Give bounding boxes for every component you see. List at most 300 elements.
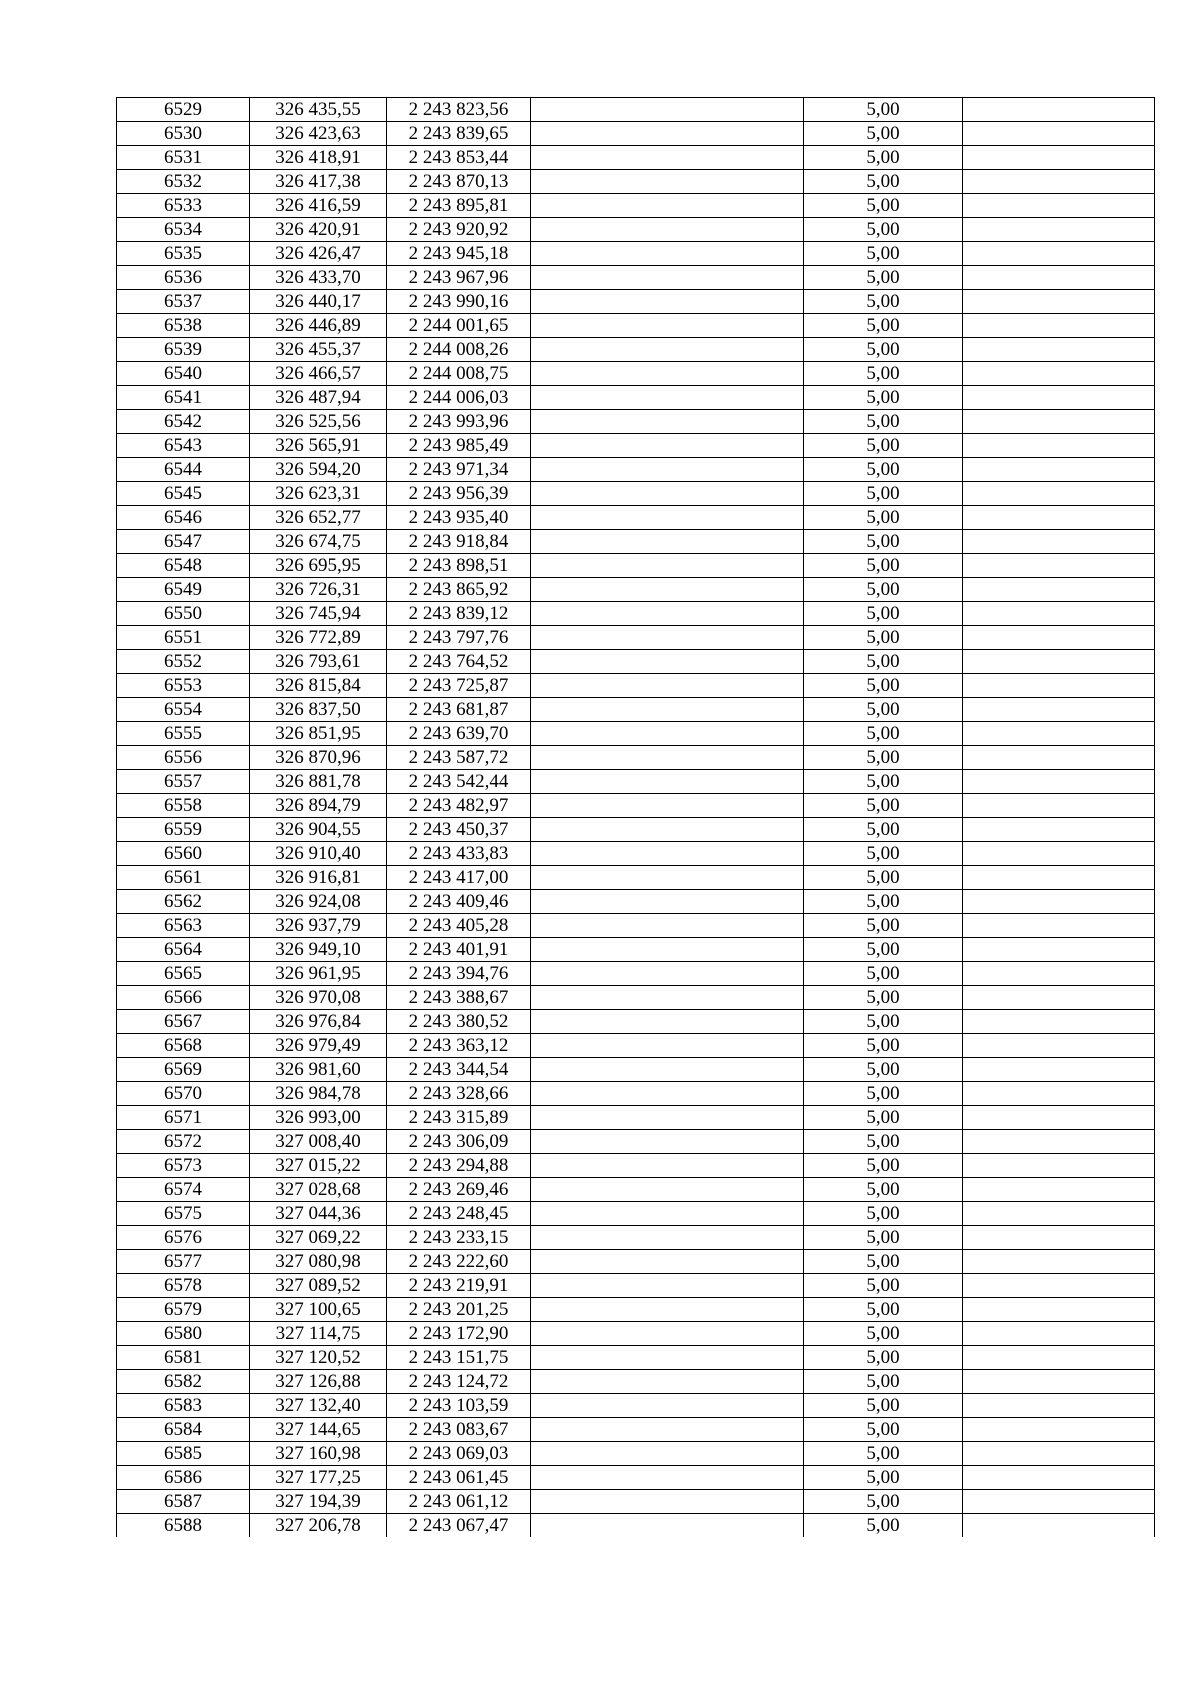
empty-cell bbox=[531, 1466, 804, 1490]
y-coordinate-cell: 2 244 001,65 bbox=[387, 314, 531, 338]
value-cell: 5,00 bbox=[804, 602, 963, 626]
point-number-cell: 6576 bbox=[117, 1226, 250, 1250]
x-coordinate-cell: 326 433,70 bbox=[250, 266, 387, 290]
table-row bbox=[117, 1226, 1155, 1250]
table-row bbox=[117, 1394, 1155, 1418]
empty-cell bbox=[531, 314, 804, 338]
empty-cell bbox=[531, 938, 804, 962]
value-cell: 5,00 bbox=[804, 410, 963, 434]
value-cell: 5,00 bbox=[804, 242, 963, 266]
point-number-cell: 6543 bbox=[117, 434, 250, 458]
table-body bbox=[117, 98, 1155, 1538]
value-cell: 5,00 bbox=[804, 1298, 963, 1322]
table-row bbox=[117, 1082, 1155, 1106]
value-cell: 5,00 bbox=[804, 1106, 963, 1130]
point-number-cell: 6586 bbox=[117, 1466, 250, 1490]
empty-cell bbox=[963, 1298, 1155, 1322]
empty-cell bbox=[531, 842, 804, 866]
point-number-cell: 6583 bbox=[117, 1394, 250, 1418]
coordinates-table bbox=[116, 97, 1155, 1537]
point-number-cell: 6560 bbox=[117, 842, 250, 866]
x-coordinate-cell: 326 949,10 bbox=[250, 938, 387, 962]
y-coordinate-cell: 2 243 219,91 bbox=[387, 1274, 531, 1298]
y-coordinate-cell: 2 243 380,52 bbox=[387, 1010, 531, 1034]
value-cell: 5,00 bbox=[804, 770, 963, 794]
x-coordinate-cell: 327 080,98 bbox=[250, 1250, 387, 1274]
point-number-cell: 6557 bbox=[117, 770, 250, 794]
point-number-cell: 6539 bbox=[117, 338, 250, 362]
y-coordinate-cell: 2 243 681,87 bbox=[387, 698, 531, 722]
point-number-cell: 6562 bbox=[117, 890, 250, 914]
table-row bbox=[117, 1130, 1155, 1154]
y-coordinate-cell: 2 243 409,46 bbox=[387, 890, 531, 914]
y-coordinate-cell: 2 243 124,72 bbox=[387, 1370, 531, 1394]
empty-cell bbox=[963, 434, 1155, 458]
x-coordinate-cell: 327 160,98 bbox=[250, 1442, 387, 1466]
x-coordinate-cell: 327 206,78 bbox=[250, 1514, 387, 1538]
empty-cell bbox=[531, 1058, 804, 1082]
empty-cell bbox=[531, 674, 804, 698]
table-row bbox=[117, 1274, 1155, 1298]
x-coordinate-cell: 326 970,08 bbox=[250, 986, 387, 1010]
empty-cell bbox=[963, 866, 1155, 890]
empty-cell bbox=[963, 1034, 1155, 1058]
table-row bbox=[117, 914, 1155, 938]
empty-cell bbox=[963, 626, 1155, 650]
point-number-cell: 6538 bbox=[117, 314, 250, 338]
y-coordinate-cell: 2 243 853,44 bbox=[387, 146, 531, 170]
value-cell: 5,00 bbox=[804, 626, 963, 650]
table-row bbox=[117, 146, 1155, 170]
x-coordinate-cell: 327 069,22 bbox=[250, 1226, 387, 1250]
x-coordinate-cell: 327 177,25 bbox=[250, 1466, 387, 1490]
table-row bbox=[117, 1034, 1155, 1058]
empty-cell bbox=[963, 290, 1155, 314]
point-number-cell: 6567 bbox=[117, 1010, 250, 1034]
empty-cell bbox=[531, 986, 804, 1010]
y-coordinate-cell: 2 244 006,03 bbox=[387, 386, 531, 410]
value-cell: 5,00 bbox=[804, 578, 963, 602]
empty-cell bbox=[963, 1058, 1155, 1082]
table-row bbox=[117, 770, 1155, 794]
x-coordinate-cell: 326 937,79 bbox=[250, 914, 387, 938]
point-number-cell: 6588 bbox=[117, 1514, 250, 1538]
point-number-cell: 6566 bbox=[117, 986, 250, 1010]
table-row bbox=[117, 1010, 1155, 1034]
empty-cell bbox=[963, 314, 1155, 338]
y-coordinate-cell: 2 243 823,56 bbox=[387, 98, 531, 122]
table-row bbox=[117, 866, 1155, 890]
value-cell: 5,00 bbox=[804, 98, 963, 122]
x-coordinate-cell: 326 961,95 bbox=[250, 962, 387, 986]
value-cell: 5,00 bbox=[804, 266, 963, 290]
value-cell: 5,00 bbox=[804, 866, 963, 890]
value-cell: 5,00 bbox=[804, 1418, 963, 1442]
value-cell: 5,00 bbox=[804, 1394, 963, 1418]
point-number-cell: 6569 bbox=[117, 1058, 250, 1082]
empty-cell bbox=[963, 1010, 1155, 1034]
point-number-cell: 6584 bbox=[117, 1418, 250, 1442]
x-coordinate-cell: 326 416,59 bbox=[250, 194, 387, 218]
value-cell: 5,00 bbox=[804, 962, 963, 986]
value-cell: 5,00 bbox=[804, 506, 963, 530]
empty-cell bbox=[531, 122, 804, 146]
value-cell: 5,00 bbox=[804, 482, 963, 506]
point-number-cell: 6537 bbox=[117, 290, 250, 314]
empty-cell bbox=[963, 986, 1155, 1010]
empty-cell bbox=[963, 338, 1155, 362]
empty-cell bbox=[531, 410, 804, 434]
empty-cell bbox=[531, 266, 804, 290]
empty-cell bbox=[963, 1274, 1155, 1298]
y-coordinate-cell: 2 243 971,34 bbox=[387, 458, 531, 482]
x-coordinate-cell: 327 126,88 bbox=[250, 1370, 387, 1394]
empty-cell bbox=[531, 818, 804, 842]
table-row bbox=[117, 242, 1155, 266]
x-coordinate-cell: 326 984,78 bbox=[250, 1082, 387, 1106]
value-cell: 5,00 bbox=[804, 1034, 963, 1058]
point-number-cell: 6578 bbox=[117, 1274, 250, 1298]
y-coordinate-cell: 2 243 985,49 bbox=[387, 434, 531, 458]
empty-cell bbox=[531, 1394, 804, 1418]
empty-cell bbox=[963, 218, 1155, 242]
table-row bbox=[117, 266, 1155, 290]
point-number-cell: 6552 bbox=[117, 650, 250, 674]
point-number-cell: 6563 bbox=[117, 914, 250, 938]
x-coordinate-cell: 326 440,17 bbox=[250, 290, 387, 314]
table-row bbox=[117, 530, 1155, 554]
value-cell: 5,00 bbox=[804, 818, 963, 842]
x-coordinate-cell: 326 426,47 bbox=[250, 242, 387, 266]
y-coordinate-cell: 2 243 233,15 bbox=[387, 1226, 531, 1250]
empty-cell bbox=[531, 482, 804, 506]
table-row bbox=[117, 890, 1155, 914]
point-number-cell: 6530 bbox=[117, 122, 250, 146]
point-number-cell: 6565 bbox=[117, 962, 250, 986]
table-row bbox=[117, 194, 1155, 218]
point-number-cell: 6572 bbox=[117, 1130, 250, 1154]
table-row bbox=[117, 626, 1155, 650]
empty-cell bbox=[963, 1466, 1155, 1490]
value-cell: 5,00 bbox=[804, 1490, 963, 1514]
point-number-cell: 6544 bbox=[117, 458, 250, 482]
x-coordinate-cell: 326 924,08 bbox=[250, 890, 387, 914]
x-coordinate-cell: 326 870,96 bbox=[250, 746, 387, 770]
y-coordinate-cell: 2 243 405,28 bbox=[387, 914, 531, 938]
empty-cell bbox=[963, 578, 1155, 602]
empty-cell bbox=[963, 962, 1155, 986]
y-coordinate-cell: 2 243 315,89 bbox=[387, 1106, 531, 1130]
x-coordinate-cell: 326 904,55 bbox=[250, 818, 387, 842]
empty-cell bbox=[531, 458, 804, 482]
table-row bbox=[117, 1058, 1155, 1082]
empty-cell bbox=[963, 1082, 1155, 1106]
point-number-cell: 6568 bbox=[117, 1034, 250, 1058]
empty-cell bbox=[531, 1490, 804, 1514]
y-coordinate-cell: 2 243 417,00 bbox=[387, 866, 531, 890]
empty-cell bbox=[963, 194, 1155, 218]
y-coordinate-cell: 2 243 248,45 bbox=[387, 1202, 531, 1226]
value-cell: 5,00 bbox=[804, 746, 963, 770]
value-cell: 5,00 bbox=[804, 1010, 963, 1034]
empty-cell bbox=[963, 410, 1155, 434]
y-coordinate-cell: 2 243 542,44 bbox=[387, 770, 531, 794]
table-row bbox=[117, 434, 1155, 458]
y-coordinate-cell: 2 243 061,45 bbox=[387, 1466, 531, 1490]
x-coordinate-cell: 327 089,52 bbox=[250, 1274, 387, 1298]
y-coordinate-cell: 2 243 222,60 bbox=[387, 1250, 531, 1274]
empty-cell bbox=[963, 506, 1155, 530]
y-coordinate-cell: 2 243 363,12 bbox=[387, 1034, 531, 1058]
empty-cell bbox=[963, 1490, 1155, 1514]
value-cell: 5,00 bbox=[804, 986, 963, 1010]
point-number-cell: 6558 bbox=[117, 794, 250, 818]
x-coordinate-cell: 326 979,49 bbox=[250, 1034, 387, 1058]
empty-cell bbox=[963, 914, 1155, 938]
empty-cell bbox=[531, 554, 804, 578]
value-cell: 5,00 bbox=[804, 290, 963, 314]
y-coordinate-cell: 2 243 172,90 bbox=[387, 1322, 531, 1346]
value-cell: 5,00 bbox=[804, 1466, 963, 1490]
point-number-cell: 6570 bbox=[117, 1082, 250, 1106]
point-number-cell: 6532 bbox=[117, 170, 250, 194]
y-coordinate-cell: 2 243 401,91 bbox=[387, 938, 531, 962]
point-number-cell: 6577 bbox=[117, 1250, 250, 1274]
empty-cell bbox=[963, 554, 1155, 578]
value-cell: 5,00 bbox=[804, 530, 963, 554]
value-cell: 5,00 bbox=[804, 1178, 963, 1202]
y-coordinate-cell: 2 243 201,25 bbox=[387, 1298, 531, 1322]
empty-cell bbox=[531, 1250, 804, 1274]
point-number-cell: 6536 bbox=[117, 266, 250, 290]
y-coordinate-cell: 2 243 764,52 bbox=[387, 650, 531, 674]
empty-cell bbox=[531, 386, 804, 410]
value-cell: 5,00 bbox=[804, 314, 963, 338]
table-row bbox=[117, 794, 1155, 818]
y-coordinate-cell: 2 243 898,51 bbox=[387, 554, 531, 578]
value-cell: 5,00 bbox=[804, 434, 963, 458]
x-coordinate-cell: 327 120,52 bbox=[250, 1346, 387, 1370]
empty-cell bbox=[963, 1322, 1155, 1346]
table-row bbox=[117, 218, 1155, 242]
value-cell: 5,00 bbox=[804, 1202, 963, 1226]
value-cell: 5,00 bbox=[804, 1514, 963, 1538]
empty-cell bbox=[963, 1202, 1155, 1226]
point-number-cell: 6547 bbox=[117, 530, 250, 554]
empty-cell bbox=[963, 98, 1155, 122]
y-coordinate-cell: 2 243 865,92 bbox=[387, 578, 531, 602]
x-coordinate-cell: 326 418,91 bbox=[250, 146, 387, 170]
x-coordinate-cell: 326 916,81 bbox=[250, 866, 387, 890]
x-coordinate-cell: 326 993,00 bbox=[250, 1106, 387, 1130]
table-row bbox=[117, 1154, 1155, 1178]
empty-cell bbox=[531, 722, 804, 746]
table-row bbox=[117, 1442, 1155, 1466]
x-coordinate-cell: 326 435,55 bbox=[250, 98, 387, 122]
x-coordinate-cell: 326 745,94 bbox=[250, 602, 387, 626]
empty-cell bbox=[531, 1154, 804, 1178]
empty-cell bbox=[963, 938, 1155, 962]
empty-cell bbox=[963, 890, 1155, 914]
empty-cell bbox=[963, 602, 1155, 626]
value-cell: 5,00 bbox=[804, 1322, 963, 1346]
table-row bbox=[117, 986, 1155, 1010]
empty-cell bbox=[531, 434, 804, 458]
empty-cell bbox=[531, 290, 804, 314]
point-number-cell: 6575 bbox=[117, 1202, 250, 1226]
empty-cell bbox=[531, 794, 804, 818]
point-number-cell: 6550 bbox=[117, 602, 250, 626]
y-coordinate-cell: 2 243 061,12 bbox=[387, 1490, 531, 1514]
point-number-cell: 6542 bbox=[117, 410, 250, 434]
x-coordinate-cell: 326 455,37 bbox=[250, 338, 387, 362]
table-row bbox=[117, 554, 1155, 578]
table-row bbox=[117, 1466, 1155, 1490]
point-number-cell: 6581 bbox=[117, 1346, 250, 1370]
y-coordinate-cell: 2 243 956,39 bbox=[387, 482, 531, 506]
empty-cell bbox=[531, 914, 804, 938]
x-coordinate-cell: 326 623,31 bbox=[250, 482, 387, 506]
empty-cell bbox=[531, 698, 804, 722]
value-cell: 5,00 bbox=[804, 1370, 963, 1394]
x-coordinate-cell: 327 132,40 bbox=[250, 1394, 387, 1418]
value-cell: 5,00 bbox=[804, 938, 963, 962]
value-cell: 5,00 bbox=[804, 1226, 963, 1250]
y-coordinate-cell: 2 243 394,76 bbox=[387, 962, 531, 986]
x-coordinate-cell: 326 851,95 bbox=[250, 722, 387, 746]
empty-cell bbox=[531, 770, 804, 794]
value-cell: 5,00 bbox=[804, 362, 963, 386]
y-coordinate-cell: 2 243 328,66 bbox=[387, 1082, 531, 1106]
value-cell: 5,00 bbox=[804, 1082, 963, 1106]
x-coordinate-cell: 326 652,77 bbox=[250, 506, 387, 530]
y-coordinate-cell: 2 243 839,12 bbox=[387, 602, 531, 626]
table-row bbox=[117, 362, 1155, 386]
point-number-cell: 6580 bbox=[117, 1322, 250, 1346]
empty-cell bbox=[531, 866, 804, 890]
value-cell: 5,00 bbox=[804, 1442, 963, 1466]
empty-cell bbox=[531, 1370, 804, 1394]
table-row bbox=[117, 458, 1155, 482]
value-cell: 5,00 bbox=[804, 1058, 963, 1082]
empty-cell bbox=[531, 1034, 804, 1058]
y-coordinate-cell: 2 243 269,46 bbox=[387, 1178, 531, 1202]
empty-cell bbox=[531, 1226, 804, 1250]
empty-cell bbox=[963, 242, 1155, 266]
empty-cell bbox=[531, 1298, 804, 1322]
empty-cell bbox=[531, 1274, 804, 1298]
empty-cell bbox=[531, 1082, 804, 1106]
table-row bbox=[117, 650, 1155, 674]
y-coordinate-cell: 2 243 725,87 bbox=[387, 674, 531, 698]
point-number-cell: 6551 bbox=[117, 626, 250, 650]
table-row bbox=[117, 290, 1155, 314]
y-coordinate-cell: 2 243 306,09 bbox=[387, 1130, 531, 1154]
point-number-cell: 6531 bbox=[117, 146, 250, 170]
table-row bbox=[117, 1490, 1155, 1514]
empty-cell bbox=[963, 1106, 1155, 1130]
empty-cell bbox=[963, 1370, 1155, 1394]
x-coordinate-cell: 327 015,22 bbox=[250, 1154, 387, 1178]
x-coordinate-cell: 326 976,84 bbox=[250, 1010, 387, 1034]
x-coordinate-cell: 326 793,61 bbox=[250, 650, 387, 674]
empty-cell bbox=[963, 1130, 1155, 1154]
empty-cell bbox=[963, 1178, 1155, 1202]
x-coordinate-cell: 326 674,75 bbox=[250, 530, 387, 554]
y-coordinate-cell: 2 243 294,88 bbox=[387, 1154, 531, 1178]
point-number-cell: 6546 bbox=[117, 506, 250, 530]
point-number-cell: 6585 bbox=[117, 1442, 250, 1466]
empty-cell bbox=[963, 770, 1155, 794]
y-coordinate-cell: 2 243 103,59 bbox=[387, 1394, 531, 1418]
value-cell: 5,00 bbox=[804, 1130, 963, 1154]
value-cell: 5,00 bbox=[804, 338, 963, 362]
point-number-cell: 6541 bbox=[117, 386, 250, 410]
x-coordinate-cell: 326 815,84 bbox=[250, 674, 387, 698]
table-row bbox=[117, 1202, 1155, 1226]
empty-cell bbox=[963, 482, 1155, 506]
empty-cell bbox=[963, 722, 1155, 746]
empty-cell bbox=[963, 1154, 1155, 1178]
empty-cell bbox=[963, 650, 1155, 674]
empty-cell bbox=[963, 362, 1155, 386]
empty-cell bbox=[531, 650, 804, 674]
point-number-cell: 6535 bbox=[117, 242, 250, 266]
empty-cell bbox=[531, 218, 804, 242]
table-row bbox=[117, 698, 1155, 722]
point-number-cell: 6579 bbox=[117, 1298, 250, 1322]
point-number-cell: 6533 bbox=[117, 194, 250, 218]
y-coordinate-cell: 2 243 797,76 bbox=[387, 626, 531, 650]
y-coordinate-cell: 2 243 083,67 bbox=[387, 1418, 531, 1442]
empty-cell bbox=[963, 530, 1155, 554]
table-row bbox=[117, 818, 1155, 842]
value-cell: 5,00 bbox=[804, 386, 963, 410]
point-number-cell: 6559 bbox=[117, 818, 250, 842]
y-coordinate-cell: 2 243 870,13 bbox=[387, 170, 531, 194]
point-number-cell: 6587 bbox=[117, 1490, 250, 1514]
table-row bbox=[117, 746, 1155, 770]
empty-cell bbox=[963, 842, 1155, 866]
empty-cell bbox=[531, 578, 804, 602]
y-coordinate-cell: 2 243 482,97 bbox=[387, 794, 531, 818]
y-coordinate-cell: 2 243 895,81 bbox=[387, 194, 531, 218]
value-cell: 5,00 bbox=[804, 722, 963, 746]
empty-cell bbox=[531, 1322, 804, 1346]
y-coordinate-cell: 2 244 008,75 bbox=[387, 362, 531, 386]
table-row bbox=[117, 962, 1155, 986]
x-coordinate-cell: 326 565,91 bbox=[250, 434, 387, 458]
x-coordinate-cell: 326 420,91 bbox=[250, 218, 387, 242]
point-number-cell: 6564 bbox=[117, 938, 250, 962]
empty-cell bbox=[963, 674, 1155, 698]
x-coordinate-cell: 327 008,40 bbox=[250, 1130, 387, 1154]
x-coordinate-cell: 326 594,20 bbox=[250, 458, 387, 482]
x-coordinate-cell: 326 981,60 bbox=[250, 1058, 387, 1082]
table-row bbox=[117, 122, 1155, 146]
point-number-cell: 6555 bbox=[117, 722, 250, 746]
empty-cell bbox=[531, 242, 804, 266]
empty-cell bbox=[531, 1106, 804, 1130]
table-row bbox=[117, 674, 1155, 698]
empty-cell bbox=[963, 170, 1155, 194]
empty-cell bbox=[963, 818, 1155, 842]
table-row bbox=[117, 1514, 1155, 1538]
empty-cell bbox=[963, 122, 1155, 146]
value-cell: 5,00 bbox=[804, 122, 963, 146]
table-row bbox=[117, 1298, 1155, 1322]
value-cell: 5,00 bbox=[804, 146, 963, 170]
